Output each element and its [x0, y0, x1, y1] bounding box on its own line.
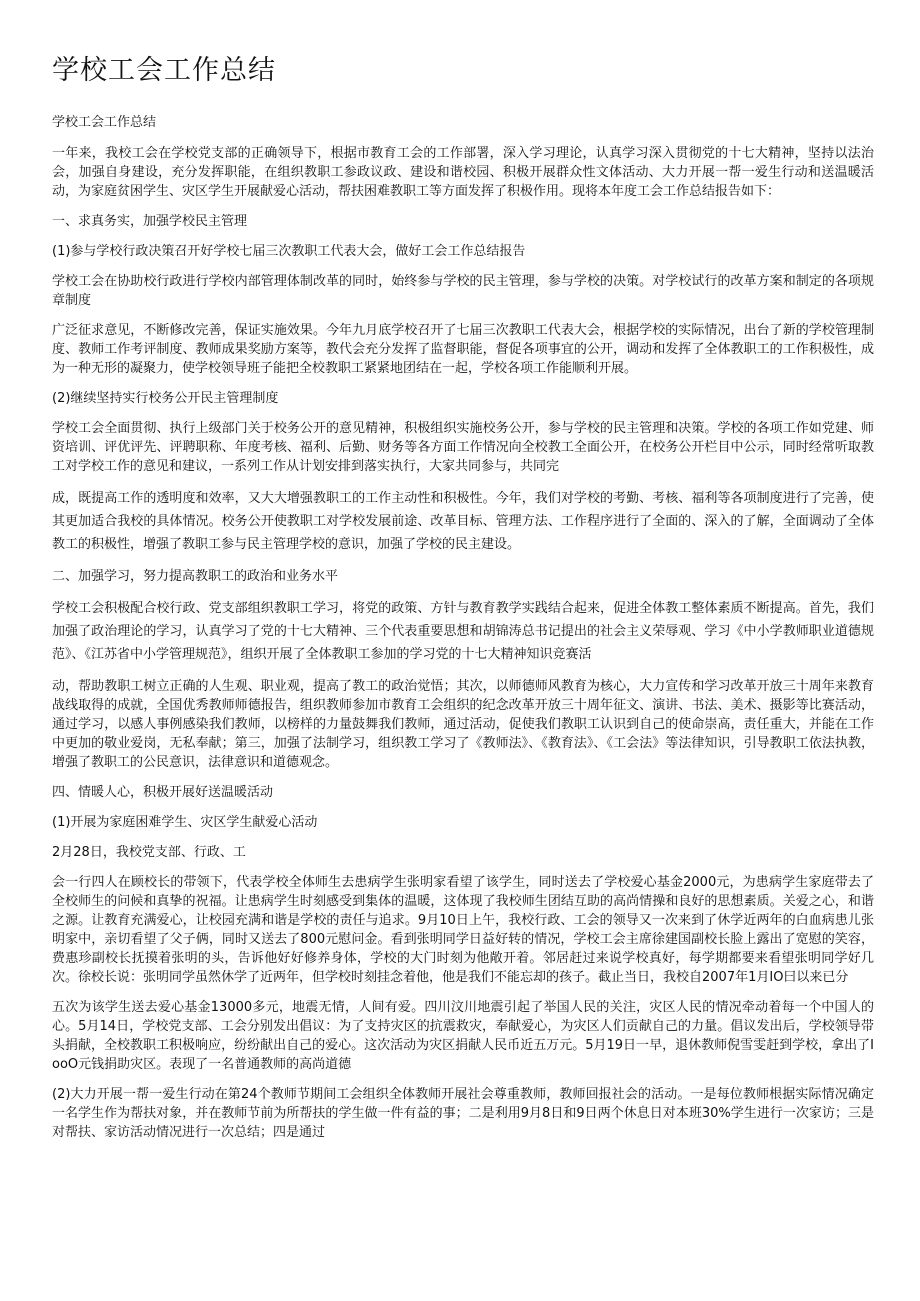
body-paragraph: 学校工会积极配合校行政、党支部组织教职工学习，将党的政策、方针与教育教学实践结合起来，促进全体教工整体素质不断提高。首先，我们加强了政治理论的学习，认真学习了党的十七大精神、三个代表重要思想和胡锦涛总书记提出的社会主义荣辱观、学习《中小学教师职业道德规范》、《江苏省中小学管理规范》，组织开展了全体教职工参加的学习党的十七大精神知识竞赛活: [52, 601, 874, 662]
body-paragraph: 会一行四人在顾校长的带领下，代表学校全体师生去患病学生张明家看望了该学生，同时送去了学校爱心基金2000元，为患病学生家庭带去了全校师生的问候和真挚的祝福。让患病学生时刻感受到集体的温暖，这体现了我校师生团结互助的高尚情操和良好的思想素质。关爱之心，和谐之源。让教育充满爱心，让校园充满和谐是学校的责任与追求。9月10日上午，我校行政、工会的领导又一次来到了休学近两年的白血病患儿张明家中，亲切看望了父子俩，同时又送去了800元慰问金。看到张明同学日益好转的情况，学校工会主席徐建国副校长脸上露出了宽慰的笑容，费惠珍副校长抚摸着张明的头，告诉他好好修养身体，学校的大门时刻为他敞开着。邻居赶过来说学校真好，每学期都要来看望张明同学好几次。徐校长说：张明同学虽然休学了近两年，但学校时刻挂念着他，他是我们不能忘却的孩子。截止当日，我校自2007年1月IO曰以来已分: [52, 875, 874, 985]
body-paragraph: 2月28日，我校党支部、行政、工: [52, 845, 246, 860]
section-heading-4: 四、情暖人心，积极开展好送温暖活动: [52, 785, 274, 800]
body-paragraph: 学校工会在协助校行政进行学校内部管理体制改革的同时，始终参与学校的民主管理，参与学校的决策。对学校试行的改革方案和制定的各项规章制度: [52, 274, 874, 308]
body-paragraph: 广泛征求意见，不断修改完善，保证实施效果。今年九月底学校召开了七届三次教职工代表大会，根据学校的实际情况，出台了新的学校管理制度、教师工作考评制度、教师成果奖励方案等，教代会充分发挥了监督职能，督促各项事宜的公开，调动和发挥了全体教职工的工作积极性，成为一种无形的凝聚力，使学校领导班子能把全校教职工紧紧地团结在一起，学校各项工作能顺利开展。: [52, 323, 874, 376]
subsection-heading-1-1: (1)参与学校行政决策召开好学校七届三次教职工代表大会，做好工会工作总结报告: [52, 244, 526, 259]
body-paragraph: 动，帮助教职工树立正确的人生观、职业观，提高了教工的政治觉悟；其次，以师德师风教育为核心，大力宣传和学习改革开放三十周年来教育战线取得的成就，全国优秀教师师德报告，组织教师参加市教育工会组织的纪念改革开放三十周年征文、演讲、书法、美术、摄影等比赛活动，通过学习，以感人事例感染我们教师，以榜样的力量鼓舞我们教师，通过活动，促使我们教职工认识到自己的使命崇高，责任重大，并能在工作中更加的敬业爱岗，无私奉献；第三，加强了法制学习，组织教工学习了《教师法》、《教育法》、《工会法》等法律知识，引导教职工依法执教，增强了教职工的公民意识，法律意识和道德观念。: [52, 679, 874, 770]
body-paragraph: 五次为该学生送去爱心基金13000多元，地震无情，人间有爱。四川汶川地震引起了举国人民的关注，灾区人民的情况牵动着每一个中国人的心。5月14日，学校党支部、工会分别发出倡议：为了支持灾区的抗震救灾，奉献爱心，为灾区人们贡献自己的力量。倡议发出后，学校领导带头捐献，全校教职工积极响应，纷纷献出自己的爱心。这次活动为灾区捐献人民币近五万元。5月19日一早，退休教师倪雪雯赶到学校，拿出了IooO元钱捐助灾区。表现了一名普通教师的高尚道德: [52, 1000, 874, 1072]
section-heading-1: 一、求真务实，加强学校民主管理: [52, 214, 248, 229]
document-title: 学校工会工作总结: [52, 55, 276, 86]
intro-paragraph: 一年来，我校工会在学校党支部的正确领导下，根据市教育工会的工作部署，深入学习理论，认真学习深入贯彻党的十七大精神，坚持以法治会，加强自身建设，充分发挥职能，在组织教职工参政议政、建设和谐校园、积极开展群众性文体活动、大力开展一帮一爱生行动和送温暖活动，为家庭贫困学生、灾区学生开展献爱心活动，帮扶困难教职工等方面发挥了积极作用。现将本年度工会工作总结报告如下：: [52, 146, 874, 199]
section-heading-2: 二、加强学习，努力提高教职工的政治和业务水平: [52, 569, 339, 584]
subsection-heading-1-2: (2)继续坚持实行校务公开民主管理制度: [52, 391, 279, 406]
body-paragraph: 成，既提高工作的透明度和效率，又大大增强教职工的工作主动性和积极性。今年，我们对学校的考勤、考核、福利等各项制度进行了完善，使其更加适合我校的具体情况。校务公开使教职工对学校发展前途、改革目标、管理方法、工作程序进行了全面的、深入的了解，全面调动了全体教工的积极性，增强了教职工参与民主管理学校的意识，加强了学校的民主建设。: [52, 491, 874, 552]
subsection-heading-4-2: (2)大力开展一帮一爱生行动在第24个教师节期间工会组织全体教师开展社会尊重教师，教师回报社会的活动。一是每位教师根据实际情况确定一名学生作为帮扶对象，并在教师节前为所帮扶的学生做一件有益的事；二是利用9月8日和9日两个休息日对本班30%学生进行一次家访；三是对帮扶、家访活动情况进行一次总结；四是通过: [52, 1087, 874, 1140]
subsection-heading-4-1: (1)开展为家庭困难学生、灾区学生献爱心活动: [52, 815, 318, 830]
body-paragraph: 学校工会全面贯彻、执行上级部门关于校务公开的意见精神，积极组织实施校务公开，参与学校的民主管理和决策。学校的各项工作如党建、师资培训、评优评先、评聘职称、年度考核、福利、后勤、财务等各方面工作情况向全校教工全面公开，在校务公开栏目中公示，同时经常听取教工对学校工作的意见和建议，一系列工作从计划安排到落实执行，大家共同参与，共同完: [52, 421, 874, 474]
subtitle: 学校工会工作总结: [52, 115, 157, 130]
